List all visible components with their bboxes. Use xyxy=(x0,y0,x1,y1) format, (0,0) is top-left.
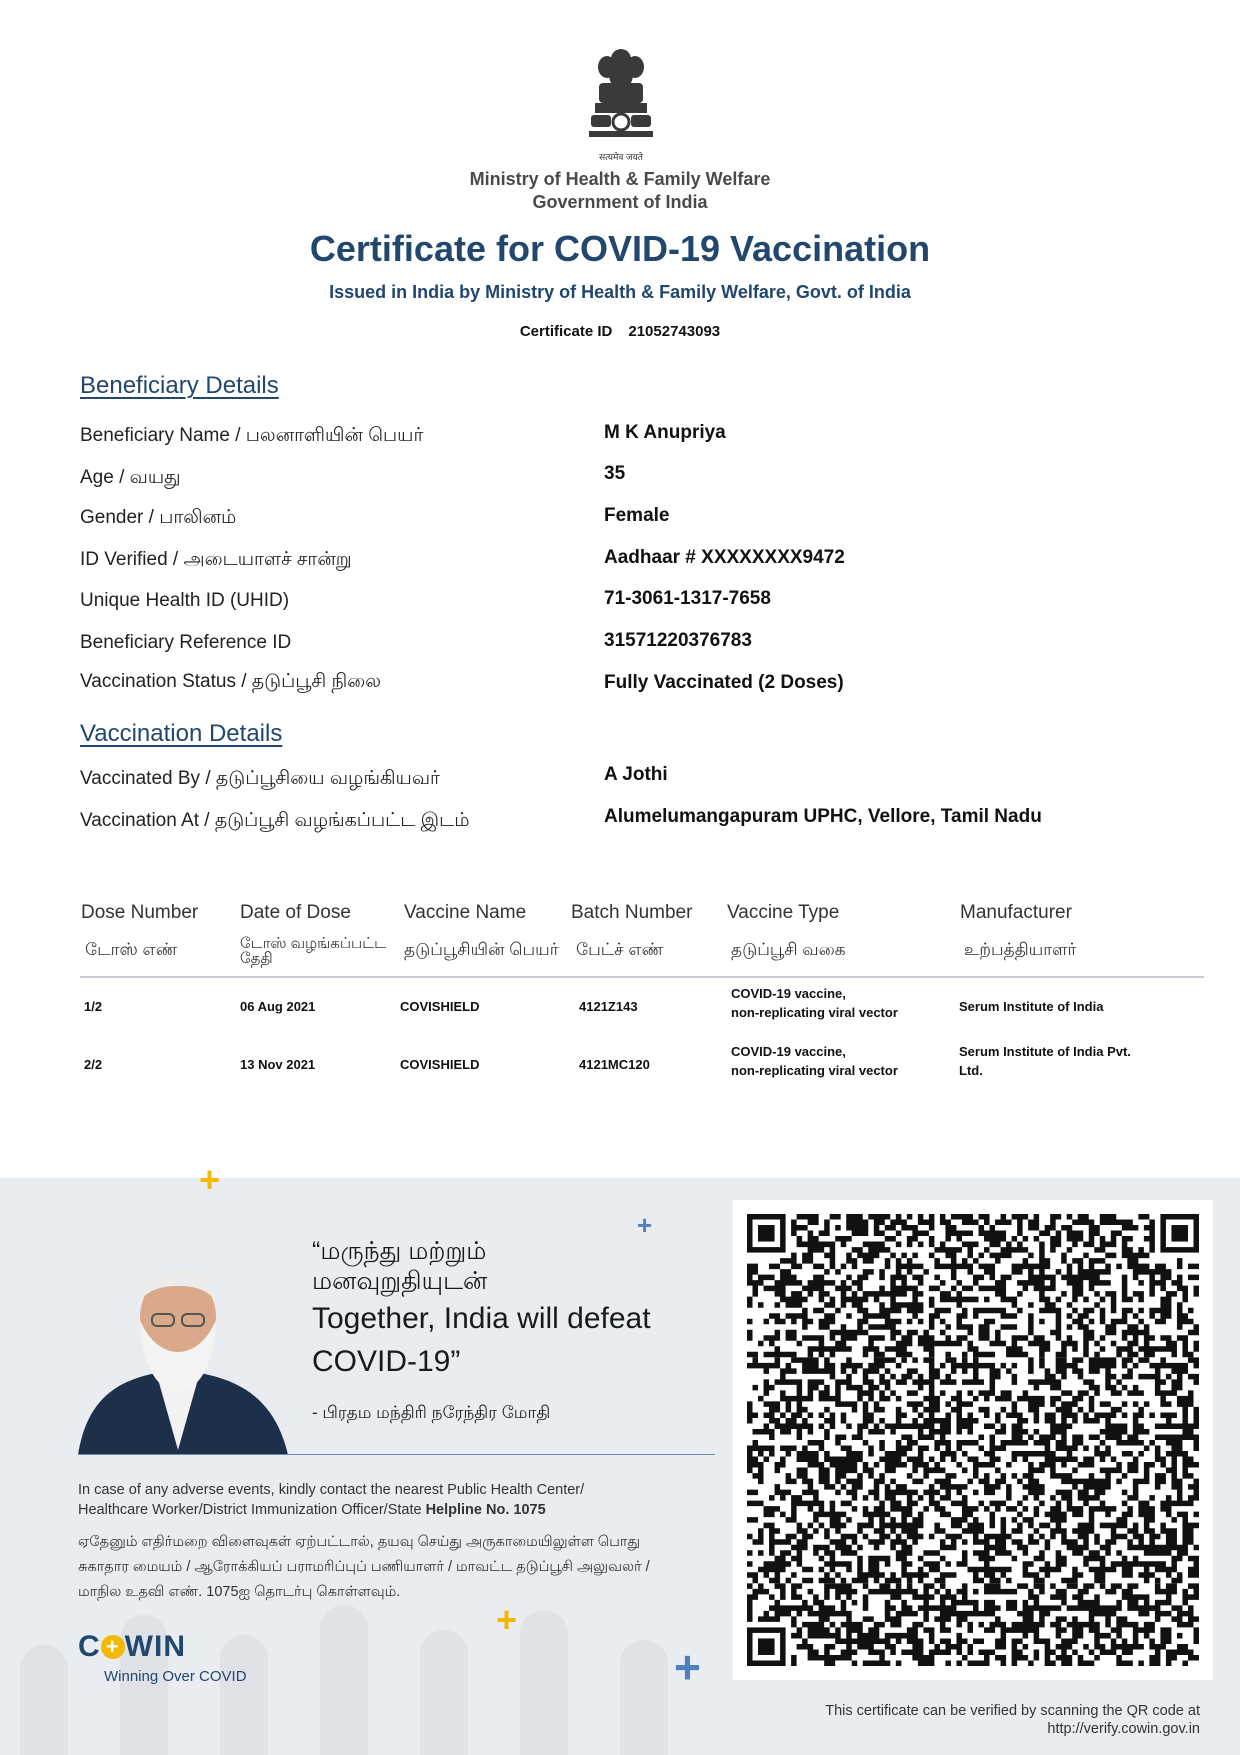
header-date-of-dose-ta: டோஸ் வழங்கப்பட்ட தேதி xyxy=(240,935,387,967)
header-vaccine-name: Vaccine Name xyxy=(404,902,527,923)
id-verified-value: Aadhaar # XXXXXXXX9472 xyxy=(604,547,845,568)
batch-cell: 4121MC120 xyxy=(579,1057,650,1072)
header-manufacturer: Manufacturer xyxy=(960,902,1072,923)
qr-finder-pattern xyxy=(747,1627,786,1666)
notice-line2-text: Healthcare Worker/District Immunization Officer/State xyxy=(78,1502,422,1518)
header-vaccine-name-ta: தடுப்பூசியின் பெயர் xyxy=(404,940,559,959)
manufacturer-line1: Serum Institute of India xyxy=(959,999,1104,1014)
certificate-title: Certificate for COVID-19 Vaccination xyxy=(309,228,931,269)
notice-ta-line1: ஏதேனும் எதிர்மறை விளைவுகள் ஏற்பட்டால், தயவு செய்து அருகாமையிலுள்ள பொது xyxy=(78,1534,641,1550)
crowd-figure xyxy=(320,1605,368,1755)
pm-quote xyxy=(312,1236,712,1382)
plus-icon: + xyxy=(674,1641,701,1693)
date-cell: 06 Aug 2021 xyxy=(240,999,316,1014)
vaccine-cell: COVISHIELD xyxy=(400,1057,480,1072)
verify-line1: This certificate can be verified by scanning the QR code at xyxy=(825,1703,1200,1719)
certificate-subtitle: Issued in India by Ministry of Health & Family Welfare, Govt. of India xyxy=(329,282,911,302)
cowin-logo-win: WIN xyxy=(124,1630,186,1663)
dose-cell: 1/2 xyxy=(84,999,103,1014)
age-value: 35 xyxy=(604,463,626,484)
vaccine-type-line1: COVID-19 vaccine, xyxy=(731,1044,846,1059)
vaccinated-by-label: Vaccinated By / தடுப்பூசியை வழங்கியவர் xyxy=(80,768,440,789)
dose-cell: 2/2 xyxy=(84,1057,103,1072)
vaccine-type-line2: non-replicating viral vector xyxy=(731,1063,898,1078)
certificate-id-value: 21052743093 xyxy=(628,323,721,340)
vaccination-details-heading: Vaccination Details xyxy=(80,720,283,747)
vaccine-type-line1: COVID-19 vaccine, xyxy=(731,986,846,1001)
qr-code xyxy=(733,1200,1213,1680)
table-divider xyxy=(80,976,1204,978)
vaccine-type-line2: non-replicating viral vector xyxy=(731,1005,898,1020)
crowd-figure xyxy=(520,1610,568,1755)
cowin-logo-c: C xyxy=(78,1630,101,1663)
cowin-logo xyxy=(78,1630,186,1664)
ministry-line2: Government of India xyxy=(532,192,708,212)
ministry-line1: Ministry of Health & Family Welfare xyxy=(469,169,771,189)
vaccination-status-label: Vaccination Status / தடுப்பூசி நிலை xyxy=(80,671,381,692)
manufacturer-cell xyxy=(959,1042,1131,1080)
qr-code-graphic xyxy=(747,1214,1199,1666)
notice-line1: In case of any adverse events, kindly contact the nearest Public Health Center/ xyxy=(78,1482,585,1498)
header-dose-number: Dose Number xyxy=(81,902,199,923)
reference-id-label: Beneficiary Reference ID xyxy=(80,632,292,653)
ministry-name xyxy=(0,168,1240,214)
emblem-motto: सत्यमेव जयते xyxy=(599,152,643,162)
header-batch-number: Batch Number xyxy=(571,902,693,923)
batch-cell: 4121Z143 xyxy=(579,999,638,1014)
crowd-figure xyxy=(420,1630,468,1755)
header-vaccine-type: Vaccine Type xyxy=(727,902,840,923)
vaccine-cell: COVISHIELD xyxy=(400,999,480,1014)
notice-ta-line2: சுகாதார மையம் / ஆரோக்கியப் பராமரிப்புப் பணியாளர் / மாவட்ட தடுப்பூசி அலுவலர் / xyxy=(78,1559,650,1575)
quote-english-line2: COVID-19” xyxy=(312,1345,461,1378)
beneficiary-details-heading: Beneficiary Details xyxy=(80,372,279,399)
helpline-number: Helpline No. 1075 xyxy=(425,1502,546,1518)
header-manufacturer-ta: உற்பத்தியாளர் xyxy=(964,940,1077,959)
notice-ta-line3: மாநில உதவி எண். 1075ஐ தொடர்பு கொள்ளவும். xyxy=(78,1584,401,1600)
national-emblem-icon xyxy=(585,45,657,163)
certificate-id-label: Certificate ID xyxy=(519,323,613,340)
prime-minister-photo xyxy=(78,1260,288,1455)
cowin-plus-icon: + xyxy=(101,1635,125,1659)
beneficiary-name-value: M K Anupriya xyxy=(604,422,726,443)
header-dose-number-ta: டோஸ் எண் xyxy=(85,940,178,959)
vaccine-type-cell xyxy=(731,1042,898,1080)
verification-note xyxy=(825,1702,1200,1738)
plus-icon: + xyxy=(637,1210,653,1240)
quote-tamil-line1: “மருந்து மற்றும் xyxy=(312,1237,487,1265)
reference-id-value: 31571220376783 xyxy=(604,630,752,651)
adverse-events-notice-tamil xyxy=(78,1530,698,1605)
qr-modules xyxy=(747,1214,1199,1666)
beneficiary-name-label: Beneficiary Name / பலனாளியின் பெயர் xyxy=(80,425,424,446)
verify-line2[interactable]: http://verify.cowin.gov.in xyxy=(1047,1721,1200,1737)
header-batch-number-ta: பேட்ச் எண் xyxy=(576,940,664,959)
uhid-value: 71-3061-1317-7658 xyxy=(604,588,771,609)
manufacturer-line2: Ltd. xyxy=(959,1063,983,1078)
qr-finder-pattern xyxy=(747,1214,786,1253)
vaccinated-by-value: A Jothi xyxy=(604,764,668,785)
notice-line2 xyxy=(78,1500,698,1520)
date-cell: 13 Nov 2021 xyxy=(240,1057,316,1072)
crowd-figure xyxy=(220,1635,268,1755)
vaccine-type-cell xyxy=(731,984,898,1022)
plus-icon: + xyxy=(496,1599,518,1640)
cowin-tagline: Winning Over COVID xyxy=(104,1668,247,1685)
quote-divider xyxy=(78,1454,715,1455)
gender-label: Gender / பாலினம் xyxy=(80,507,237,528)
header-vaccine-type-ta: தடுப்பூசி வகை xyxy=(731,940,846,959)
vaccination-at-value: Alumelumangapuram UPHC, Vellore, Tamil Nadu xyxy=(604,806,1042,827)
vaccination-status-value: Fully Vaccinated (2 Doses) xyxy=(604,672,844,693)
id-verified-label: ID Verified / அடையாளச் சான்று xyxy=(80,549,352,570)
adverse-events-notice xyxy=(78,1480,698,1520)
gender-value: Female xyxy=(604,505,670,526)
header-date-of-dose: Date of Dose xyxy=(240,902,351,923)
age-label: Age / வயது xyxy=(80,467,181,488)
plus-icon: + xyxy=(199,1159,221,1200)
quote-author: - பிரதம மந்திரி நரேந்திர மோதி xyxy=(312,1403,551,1422)
crowd-figure xyxy=(20,1645,68,1755)
certificate-id xyxy=(0,323,1240,340)
quote-english-line1: Together, India will defeat xyxy=(312,1302,651,1335)
manufacturer-line1: Serum Institute of India Pvt. xyxy=(959,1044,1131,1059)
vaccination-at-label: Vaccination At / தடுப்பூசி வழங்கப்பட்ட இடம் xyxy=(80,810,470,831)
quote-tamil-line2: மனவுறுதியுடன் xyxy=(312,1267,488,1295)
uhid-label: Unique Health ID (UHID) xyxy=(80,590,290,611)
crowd-figure xyxy=(620,1640,668,1755)
qr-finder-pattern xyxy=(1160,1214,1199,1253)
manufacturer-cell xyxy=(959,997,1103,1016)
